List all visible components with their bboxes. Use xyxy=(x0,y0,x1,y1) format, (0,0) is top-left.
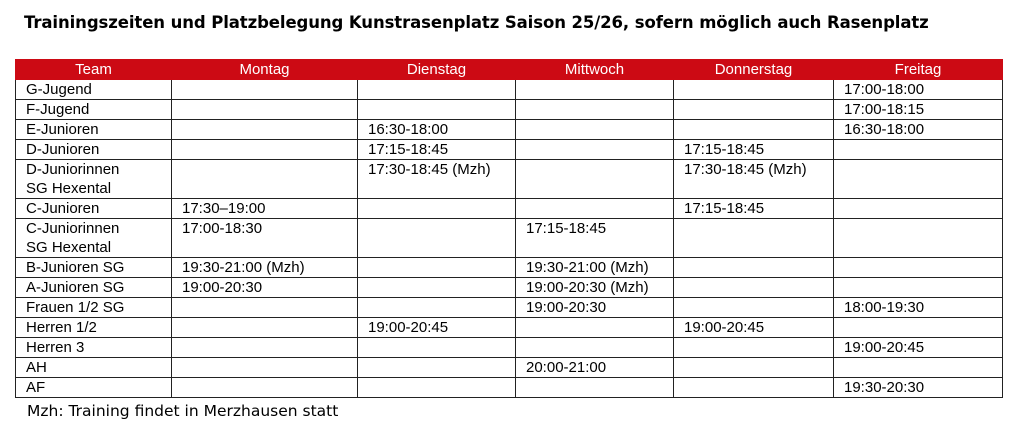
time-cell-freitag: 17:00-18:00 xyxy=(834,80,1003,100)
time-cell-dienstag xyxy=(358,199,516,219)
team-cell xyxy=(16,258,172,278)
table-row xyxy=(16,278,1003,298)
team-name: SG Hexental xyxy=(26,180,112,197)
table-row xyxy=(16,199,1003,219)
team-name: AH xyxy=(26,359,47,376)
time-cell-freitag xyxy=(834,140,1003,160)
page-title: Trainingszeiten und Platzbelegung Kunstrasenplatz Saison 25/26, sofern möglich auch Rasenplatz xyxy=(24,13,929,32)
team-cell xyxy=(16,318,172,338)
column-header-mittwoch: Mittwoch xyxy=(516,60,674,80)
time-cell-mittwoch xyxy=(516,80,674,100)
team-name: F-Jugend xyxy=(26,101,90,118)
team-cell xyxy=(16,219,172,258)
time-cell-freitag: 19:30-20:30 xyxy=(834,378,1003,398)
time-cell-dienstag: 17:30-18:45 (Mzh) xyxy=(358,160,516,199)
time-cell-mittwoch: 17:15-18:45 xyxy=(516,219,674,258)
team-cell xyxy=(16,100,172,120)
time-cell-freitag xyxy=(834,358,1003,378)
time-cell-montag xyxy=(172,318,358,338)
time-cell-montag xyxy=(172,378,358,398)
time-cell-donnerstag xyxy=(674,358,834,378)
table-row xyxy=(16,358,1003,378)
table-row xyxy=(16,80,1003,100)
table-row xyxy=(16,258,1003,278)
time-cell-dienstag xyxy=(358,378,516,398)
time-cell-mittwoch xyxy=(516,120,674,140)
team-name: Herren 3 xyxy=(26,339,85,356)
column-header-team: Team xyxy=(16,60,172,80)
time-cell-montag xyxy=(172,100,358,120)
time-cell-montag xyxy=(172,338,358,358)
time-cell-mittwoch: 20:00-21:00 xyxy=(516,358,674,378)
table-row xyxy=(16,140,1003,160)
time-cell-mittwoch: 19:00-20:30 (Mzh) xyxy=(516,278,674,298)
time-cell-montag xyxy=(172,80,358,100)
time-cell-donnerstag xyxy=(674,219,834,258)
time-cell-montag xyxy=(172,160,358,199)
time-cell-dienstag xyxy=(358,258,516,278)
team-name: Frauen 1/2 SG xyxy=(26,299,125,316)
time-cell-mittwoch xyxy=(516,140,674,160)
time-cell-montag: 17:30–19:00 xyxy=(172,199,358,219)
table-row xyxy=(16,219,1003,258)
footnote: Mzh: Training findet in Merzhausen statt xyxy=(27,402,339,420)
training-schedule-table xyxy=(15,59,1003,398)
table-row xyxy=(16,318,1003,338)
column-header-donnerstag: Donnerstag xyxy=(674,60,834,80)
time-cell-donnerstag xyxy=(674,120,834,140)
team-name: Herren 1/2 xyxy=(26,319,97,336)
team-cell xyxy=(16,80,172,100)
team-cell xyxy=(16,378,172,398)
time-cell-dienstag xyxy=(358,358,516,378)
team-name: B-Junioren SG xyxy=(26,259,125,276)
time-cell-donnerstag xyxy=(674,100,834,120)
column-header-dienstag: Dienstag xyxy=(358,60,516,80)
time-cell-montag xyxy=(172,120,358,140)
time-cell-montag: 19:00-20:30 xyxy=(172,278,358,298)
table-row xyxy=(16,298,1003,318)
team-cell xyxy=(16,338,172,358)
time-cell-freitag: 19:00-20:45 xyxy=(834,338,1003,358)
time-cell-dienstag xyxy=(358,338,516,358)
time-cell-donnerstag: 17:15-18:45 xyxy=(674,140,834,160)
time-cell-montag: 17:00-18:30 xyxy=(172,219,358,258)
time-cell-dienstag xyxy=(358,100,516,120)
time-cell-freitag: 18:00-19:30 xyxy=(834,298,1003,318)
time-cell-freitag xyxy=(834,318,1003,338)
time-cell-freitag xyxy=(834,160,1003,199)
time-cell-freitag: 17:00-18:15 xyxy=(834,100,1003,120)
team-cell xyxy=(16,199,172,219)
time-cell-freitag: 16:30-18:00 xyxy=(834,120,1003,140)
time-cell-dienstag xyxy=(358,219,516,258)
team-cell xyxy=(16,140,172,160)
team-name: C-Juniorinnen xyxy=(26,220,120,237)
time-cell-freitag xyxy=(834,258,1003,278)
time-cell-mittwoch xyxy=(516,318,674,338)
table-header-row xyxy=(16,60,1003,80)
team-name: AF xyxy=(26,379,46,396)
column-header-montag: Montag xyxy=(172,60,358,80)
time-cell-donnerstag xyxy=(674,278,834,298)
time-cell-mittwoch xyxy=(516,160,674,199)
time-cell-mittwoch xyxy=(516,199,674,219)
time-cell-montag xyxy=(172,140,358,160)
team-cell xyxy=(16,278,172,298)
time-cell-freitag xyxy=(834,278,1003,298)
time-cell-donnerstag xyxy=(674,298,834,318)
team-cell xyxy=(16,358,172,378)
time-cell-donnerstag: 19:00-20:45 xyxy=(674,318,834,338)
team-cell xyxy=(16,120,172,140)
time-cell-freitag xyxy=(834,219,1003,258)
time-cell-dienstag xyxy=(358,298,516,318)
time-cell-freitag xyxy=(834,199,1003,219)
time-cell-mittwoch xyxy=(516,338,674,358)
time-cell-donnerstag xyxy=(674,378,834,398)
time-cell-donnerstag xyxy=(674,258,834,278)
team-name: SG Hexental xyxy=(26,239,112,256)
time-cell-donnerstag xyxy=(674,80,834,100)
time-cell-montag: 19:30-21:00 (Mzh) xyxy=(172,258,358,278)
time-cell-mittwoch xyxy=(516,378,674,398)
table-row xyxy=(16,120,1003,140)
table-row xyxy=(16,100,1003,120)
time-cell-dienstag: 16:30-18:00 xyxy=(358,120,516,140)
time-cell-mittwoch: 19:30-21:00 (Mzh) xyxy=(516,258,674,278)
column-header-freitag: Freitag xyxy=(834,60,1003,80)
time-cell-dienstag: 19:00-20:45 xyxy=(358,318,516,338)
table-row xyxy=(16,338,1003,358)
team-name: D-Juniorinnen xyxy=(26,161,120,178)
time-cell-montag xyxy=(172,358,358,378)
table-row xyxy=(16,378,1003,398)
time-cell-dienstag xyxy=(358,278,516,298)
time-cell-mittwoch: 19:00-20:30 xyxy=(516,298,674,318)
team-name: C-Junioren xyxy=(26,200,100,217)
time-cell-dienstag: 17:15-18:45 xyxy=(358,140,516,160)
table-body xyxy=(16,80,1003,398)
time-cell-donnerstag: 17:30-18:45 (Mzh) xyxy=(674,160,834,199)
team-name: E-Junioren xyxy=(26,121,99,138)
time-cell-montag xyxy=(172,298,358,318)
team-cell xyxy=(16,160,172,199)
team-name: D-Junioren xyxy=(26,141,100,158)
time-cell-mittwoch xyxy=(516,100,674,120)
time-cell-dienstag xyxy=(358,80,516,100)
time-cell-donnerstag xyxy=(674,338,834,358)
table-row xyxy=(16,160,1003,199)
team-cell xyxy=(16,298,172,318)
team-name: G-Jugend xyxy=(26,81,92,98)
time-cell-donnerstag: 17:15-18:45 xyxy=(674,199,834,219)
team-name: A-Junioren SG xyxy=(26,279,125,296)
